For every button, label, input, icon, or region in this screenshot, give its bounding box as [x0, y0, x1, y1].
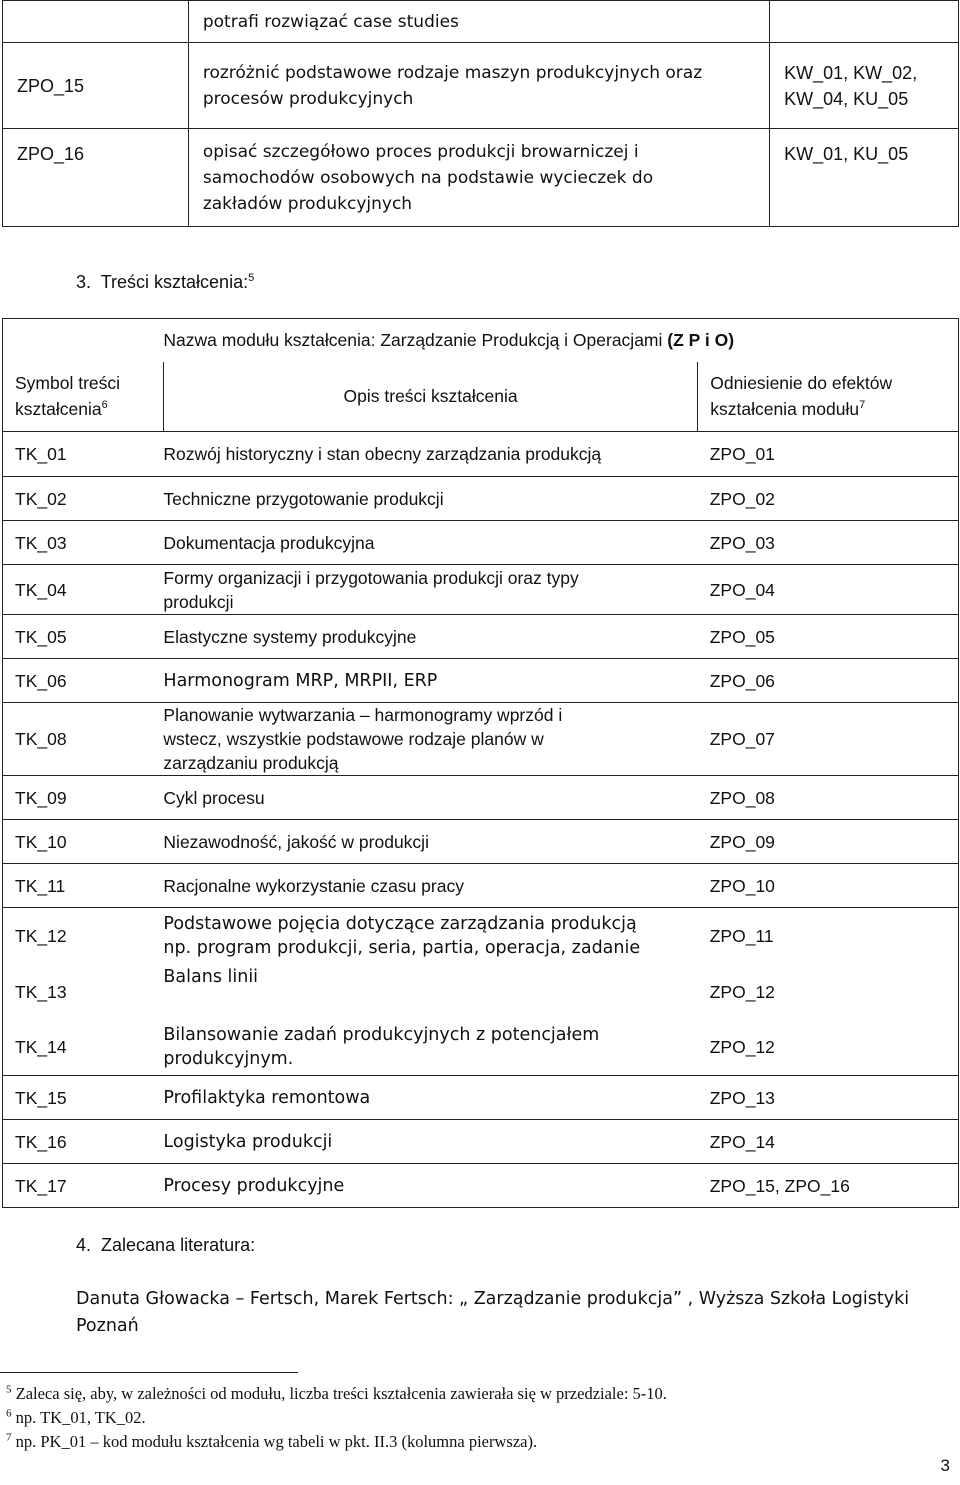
- text: kształcenia modułu: [710, 399, 860, 420]
- text-line: Elastyczne systemy produkcyjne: [163, 626, 417, 647]
- text-line: Logistyka produkcji: [163, 1131, 333, 1152]
- text-line: Rozwój historyczny i stan obecny zarządzania produkcją: [163, 444, 602, 464]
- tk-symbol: TK_08: [3, 703, 164, 776]
- tk-symbol: TK_10: [3, 820, 164, 864]
- text-line: produkcyjnym.: [163, 1049, 294, 1070]
- tk-description: [163, 477, 697, 521]
- outcome-refs: [770, 43, 959, 129]
- text-line: KW_04, KU_05: [784, 88, 909, 109]
- outcome-refs: [770, 129, 959, 227]
- text-line: np. program produkcji, seria, partia, operacja, zadanie: [163, 937, 641, 958]
- column-header-row: [3, 362, 959, 432]
- col-desc-header: Opis treści kształcenia: [163, 362, 697, 432]
- section-number: 3.: [76, 272, 92, 292]
- table-row: [3, 964, 959, 1020]
- tk-description: [163, 964, 697, 1020]
- table-row: [3, 129, 959, 227]
- text-line: Techniczne przygotowanie produkcji: [163, 488, 444, 509]
- tk-symbol: TK_04: [3, 565, 164, 615]
- footnote-ref: 6: [101, 399, 108, 412]
- zpo-ref: ZPO_09: [698, 820, 959, 864]
- tk-description: [163, 565, 697, 615]
- text-line: samochodów osobowych na podstawie wycieczek do: [202, 167, 654, 188]
- tk-symbol: TK_17: [3, 1164, 164, 1208]
- table-row: [3, 521, 959, 565]
- text-line: Bilansowanie zadań produkcyjnych z potencjałem: [163, 1025, 600, 1046]
- zpo-ref: ZPO_10: [698, 864, 959, 908]
- footnote-num: 5: [6, 1383, 12, 1396]
- tk-description: [163, 521, 697, 565]
- text-line: Formy organizacji i przygotowania produkcji oraz typy: [163, 567, 579, 588]
- table-row: [3, 1164, 959, 1208]
- text-line: zakładów produkcyjnych: [202, 193, 413, 214]
- text-line: Podstawowe pojęcia dotyczące zarządzania produkcją: [163, 913, 637, 934]
- text-line: Racjonalne wykorzystanie czasu pracy: [163, 875, 464, 896]
- module-code: (Z P i O): [667, 330, 735, 351]
- tk-description: [163, 820, 697, 864]
- page-number: 3: [940, 1456, 950, 1475]
- outcome-description: [188, 129, 769, 227]
- table-row: [3, 776, 959, 820]
- section-number: 4.: [76, 1235, 92, 1255]
- section-title: Treści kształcenia:: [100, 272, 249, 292]
- col-ref-header: [698, 362, 959, 432]
- table-row: [3, 432, 959, 477]
- tk-symbol: TK_14: [3, 1020, 164, 1076]
- text-line: procesów produkcyjnych: [202, 88, 414, 109]
- table-row: [3, 820, 959, 864]
- table-row: [3, 477, 959, 521]
- text: kształcenia: [15, 399, 102, 420]
- tk-description: [163, 1164, 697, 1208]
- table-row: [3, 565, 959, 615]
- text-line: produkcji: [163, 591, 234, 612]
- tk-description: [163, 1020, 697, 1076]
- text-line: Planowanie wytwarzania – harmonogramy wprzód i: [163, 705, 563, 725]
- text-line: Odniesienie do efektów: [710, 373, 893, 394]
- outcome-symbol: ZPO_15: [3, 43, 189, 129]
- table-row: [3, 1076, 959, 1120]
- tk-symbol: TK_03: [3, 521, 164, 565]
- tk-description: [163, 432, 697, 477]
- tk-symbol: TK_12: [3, 908, 164, 964]
- text-line: Symbol treści: [15, 373, 121, 394]
- section-4-heading: [76, 1235, 255, 1256]
- outcome-refs: [770, 1, 959, 43]
- outcome-symbol: ZPO_16: [3, 129, 189, 227]
- tk-description: [163, 1076, 697, 1120]
- zpo-ref: ZPO_03: [698, 521, 959, 565]
- learning-outcomes-table: [2, 0, 959, 227]
- text-line: Balans linii: [163, 966, 259, 987]
- table-row: [3, 43, 959, 129]
- text-line: Danuta Głowacka – Fertsch, Marek Fertsch: „ Zarządzanie produkcja” , Wyższa Szkoła Logistyki: [76, 1289, 910, 1309]
- zpo-ref: ZPO_11: [698, 908, 959, 964]
- text-line: [710, 396, 946, 422]
- literature-reference: [76, 1286, 956, 1340]
- text-line: KW_01, KU_05: [784, 144, 909, 164]
- tk-description: [163, 703, 697, 776]
- zpo-ref: ZPO_13: [698, 1076, 959, 1120]
- text-line: rozróżnić podstawowe rodzaje maszyn produkcyjnych oraz: [202, 62, 703, 83]
- tk-symbol: TK_11: [3, 864, 164, 908]
- text-line: Dokumentacja produkcyjna: [163, 532, 375, 553]
- content-table: [2, 318, 959, 1208]
- tk-description: [163, 908, 697, 964]
- text-line: wstecz, wszystkie podstawowe rodzaje planów w: [163, 729, 544, 749]
- zpo-ref: ZPO_05: [698, 615, 959, 659]
- text-line: [15, 396, 151, 422]
- table-row: [3, 703, 959, 776]
- text-line: Cykl procesu: [163, 787, 265, 808]
- footnote-num: 7: [6, 1431, 12, 1444]
- table-row: [3, 864, 959, 908]
- zpo-ref: ZPO_04: [698, 565, 959, 615]
- module-header: [163, 319, 958, 362]
- col-symbol-header: [3, 362, 164, 432]
- table-row: [3, 1020, 959, 1076]
- table-row: [3, 1120, 959, 1164]
- tk-symbol: TK_02: [3, 477, 164, 521]
- zpo-ref: ZPO_14: [698, 1120, 959, 1164]
- footnote: [6, 1432, 537, 1452]
- zpo-ref: ZPO_07: [698, 703, 959, 776]
- footnote: [6, 1408, 146, 1428]
- zpo-ref: ZPO_01: [698, 432, 959, 477]
- footnote-separator: [0, 1372, 298, 1373]
- tk-symbol: TK_16: [3, 1120, 164, 1164]
- text-line: Procesy produkcyjne: [163, 1175, 345, 1196]
- table-row: [3, 615, 959, 659]
- footnote-text: np. TK_01, TK_02.: [15, 1408, 146, 1427]
- text-line: opisać szczegółowo proces produkcji browarniczej i: [202, 141, 639, 162]
- section-title: Zalecana literatura:: [101, 1235, 256, 1255]
- table-row: [3, 908, 959, 964]
- outcome-description: [188, 1, 769, 43]
- tk-symbol: TK_06: [3, 659, 164, 703]
- tk-symbol: TK_09: [3, 776, 164, 820]
- tk-description: [163, 615, 697, 659]
- text-line: Profilaktyka remontowa: [163, 1087, 371, 1108]
- module-header-row: [3, 319, 959, 362]
- footnote-num: 6: [6, 1407, 12, 1420]
- zpo-ref: ZPO_02: [698, 477, 959, 521]
- table-row: [3, 659, 959, 703]
- footnote-ref: 5: [248, 272, 255, 284]
- text-line: KW_01, KW_02,: [784, 62, 918, 83]
- footnote-text: np. PK_01 – kod modułu kształcenia wg tabeli w pkt. II.3 (kolumna pierwsza).: [15, 1432, 538, 1451]
- zpo-ref: ZPO_12: [698, 964, 959, 1020]
- tk-symbol: TK_13: [3, 964, 164, 1020]
- tk-symbol: TK_15: [3, 1076, 164, 1120]
- text-line: Niezawodność, jakość w produkcji: [163, 831, 429, 852]
- zpo-ref: ZPO_15, ZPO_16: [698, 1164, 959, 1208]
- text-line: zarządzaniu produkcją: [163, 753, 339, 773]
- zpo-ref: ZPO_06: [698, 659, 959, 703]
- footnote: [6, 1384, 667, 1404]
- text-line: potrafi rozwiązać case studies: [202, 11, 459, 32]
- section-3-heading: [76, 272, 254, 293]
- zpo-ref: ZPO_12: [698, 1020, 959, 1076]
- zpo-ref: ZPO_08: [698, 776, 959, 820]
- text-line: Poznań: [76, 1316, 139, 1336]
- footnote-text: Zaleca się, aby, w zależności od modułu, liczba treści kształcenia zawierała się w przedziale: 5-10.: [15, 1384, 667, 1403]
- footnote-ref: 7: [859, 399, 866, 412]
- outcome-symbol: [3, 1, 189, 43]
- tk-description: [163, 1120, 697, 1164]
- text-line: Harmonogram MRP, MRPII, ERP: [163, 670, 438, 691]
- outcome-description: [188, 43, 769, 129]
- tk-description: [163, 776, 697, 820]
- module-name: Nazwa modułu kształcenia: Zarządzanie Produkcją i Operacjami: [163, 330, 663, 351]
- tk-symbol: TK_01: [3, 432, 164, 477]
- tk-symbol: TK_05: [3, 615, 164, 659]
- tk-description: [163, 864, 697, 908]
- table-row: [3, 1, 959, 43]
- tk-description: [163, 659, 697, 703]
